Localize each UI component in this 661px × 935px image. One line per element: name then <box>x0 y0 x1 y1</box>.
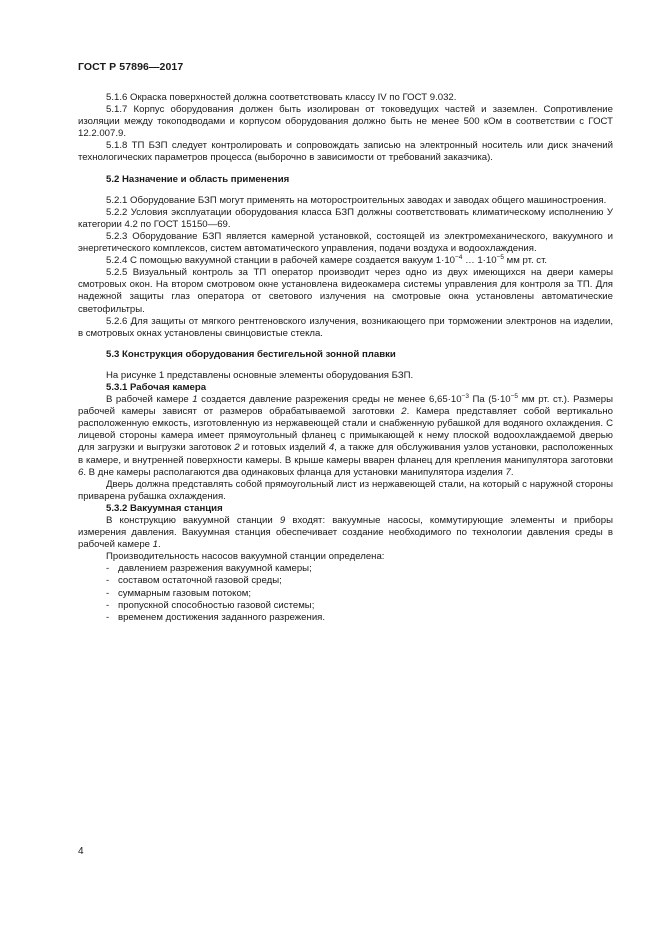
paragraph-5-2-5: 5.2.5 Визуальный контроль за ТП оператор производит через одно из двух имеющихся на двери камеры смотровых окон. На втором смотровом окне установлена видеокамера системы управления для контроля за ТП. Для надежной защиты глаз оператора от светового излучения на смотровые окна установлены автоматические светофильтры. <box>78 267 613 315</box>
paragraph-5-1-7: 5.1.7 Корпус оборудования должен быть изолирован от токоведущих частей и заземлен. Сопротивление изоляции между токоподводами и корпусом оборудования должно быть не менее 500 кОм в соответствии с ГОСТ 12.2.007.9. <box>78 104 613 140</box>
paragraph-5-2-6: 5.2.6 Для защиты от мягкого рентгеновского излучения, возникающего при торможении электронов на изделии, в смотровых окнах установлены свинцовистые стекла. <box>78 315 613 339</box>
paragraph-5-2-2: 5.2.2 Условия эксплуатации оборудования класса БЗП должны соответствовать климатическому исполнению У категории 4.2 по ГОСТ 15150—69. <box>78 206 613 230</box>
document-header: ГОСТ Р 57896—2017 <box>78 61 184 73</box>
paragraph-5-1-8: 5.1.8 ТП БЗП следует контролировать и сопровождать записью на электронный носитель или диск значений технологических параметров процесса (выборочно в зависимости от требований заказчика). <box>78 140 613 164</box>
dash-mark: - <box>106 599 110 611</box>
list-item: - суммарным газовым потоком; <box>106 587 252 599</box>
subsection-heading-5-3-2: 5.3.2 Вакуумная станция <box>106 502 223 514</box>
dash-mark: - <box>106 575 110 587</box>
list-item: - временем достижения заданного разрежения. <box>106 611 326 623</box>
document-body <box>78 92 613 624</box>
paragraph-5-3-intro: На рисунке 1 представлены основные элементы оборудования БЗП. <box>106 369 414 381</box>
paragraph-5-3-2: В конструкцию вакуумной станции 9 входят: вакуумные насосы, коммутирующие элементы и приборы измерения давления. Вакуумная станция обеспечивает создание необходимого по технологии давления среды в рабочей камере 1. <box>78 515 613 551</box>
section-heading-5-2: 5.2 Назначение и область применения <box>106 173 290 185</box>
paragraph-5-2-3: 5.2.3 Оборудование БЗП является камерной установкой, состоящей из электромеханического, вакуумного и энергетического комплексов, систем автоматического управления, подачи воздуха и водоохлаждения. <box>78 230 613 255</box>
list-item: - давлением разрежения вакуумной камеры; <box>106 563 312 575</box>
list-item: - пропускной способностью газовой системы; <box>106 599 315 611</box>
page-number: 4 <box>78 846 84 857</box>
paragraph-5-1-6: 5.1.6 Окраска поверхностей должна соответствовать классу IV по ГОСТ 9.032. <box>106 92 457 103</box>
paragraph-5-2-4: 5.2.4 С помощью вакуумной станции в рабочей камере создается вакуум $1\cdot 10^{-4}$ … $1\cdot 10^{-5}$ мм рт. ст. <box>106 253 548 267</box>
paragraph-5-2-1: 5.2.1 Оборудование БЗП могут применять на моторостроительных заводах и заводах общего машиностроения. <box>106 194 607 206</box>
section-heading-5-3: 5.3 Конструкция оборудования бестигельной зонной плавки <box>106 348 396 360</box>
dash-mark: - <box>106 587 110 599</box>
dash-mark: - <box>106 611 110 623</box>
paragraph-5-3-1: В рабочей камере 1 создается давление разрежения среды не менее $6,65\cdot 10^{-3}$ Па ($5\cdot 10^{-5}$ мм рт. ст.). Размеры рабочей камеры зависят от размеров обрабатываемой заготовки 2. Камера представляет собой вертикально расположенную емкость, изготовленную из нержавеющей стали и снабженную рубашкой для водяного охлаждения. С лицевой стороны камера имеет прямоугольный фланец с примыкающей к нему плоской водоохлаждаемой дверью для загрузки и выгрузки заготовок 2 и готовых изделий 4, а также для обслуживания узлов установки, расположенных в камере, и внутренней поверхности камеры. В крыше камеры вварен фланец для крепления манипулятора заготовки 6. В дне камеры располагаются два одинаковых фланца для установки манипулятора изделия 7. <box>78 392 613 478</box>
subsection-heading-5-3-1: 5.3.1 Рабочая камера <box>106 381 207 393</box>
list-item: - составом остаточной газовой среды; <box>106 575 282 587</box>
dash-mark: - <box>106 563 110 575</box>
paragraph-door: Дверь должна представлять собой прямоугольный лист из нержавеющей стали, на который с наружной стороны приварена рубашка охлаждения. <box>78 478 613 502</box>
paragraph-performance: Производительность насосов вакуумной станции определена: <box>106 551 385 563</box>
